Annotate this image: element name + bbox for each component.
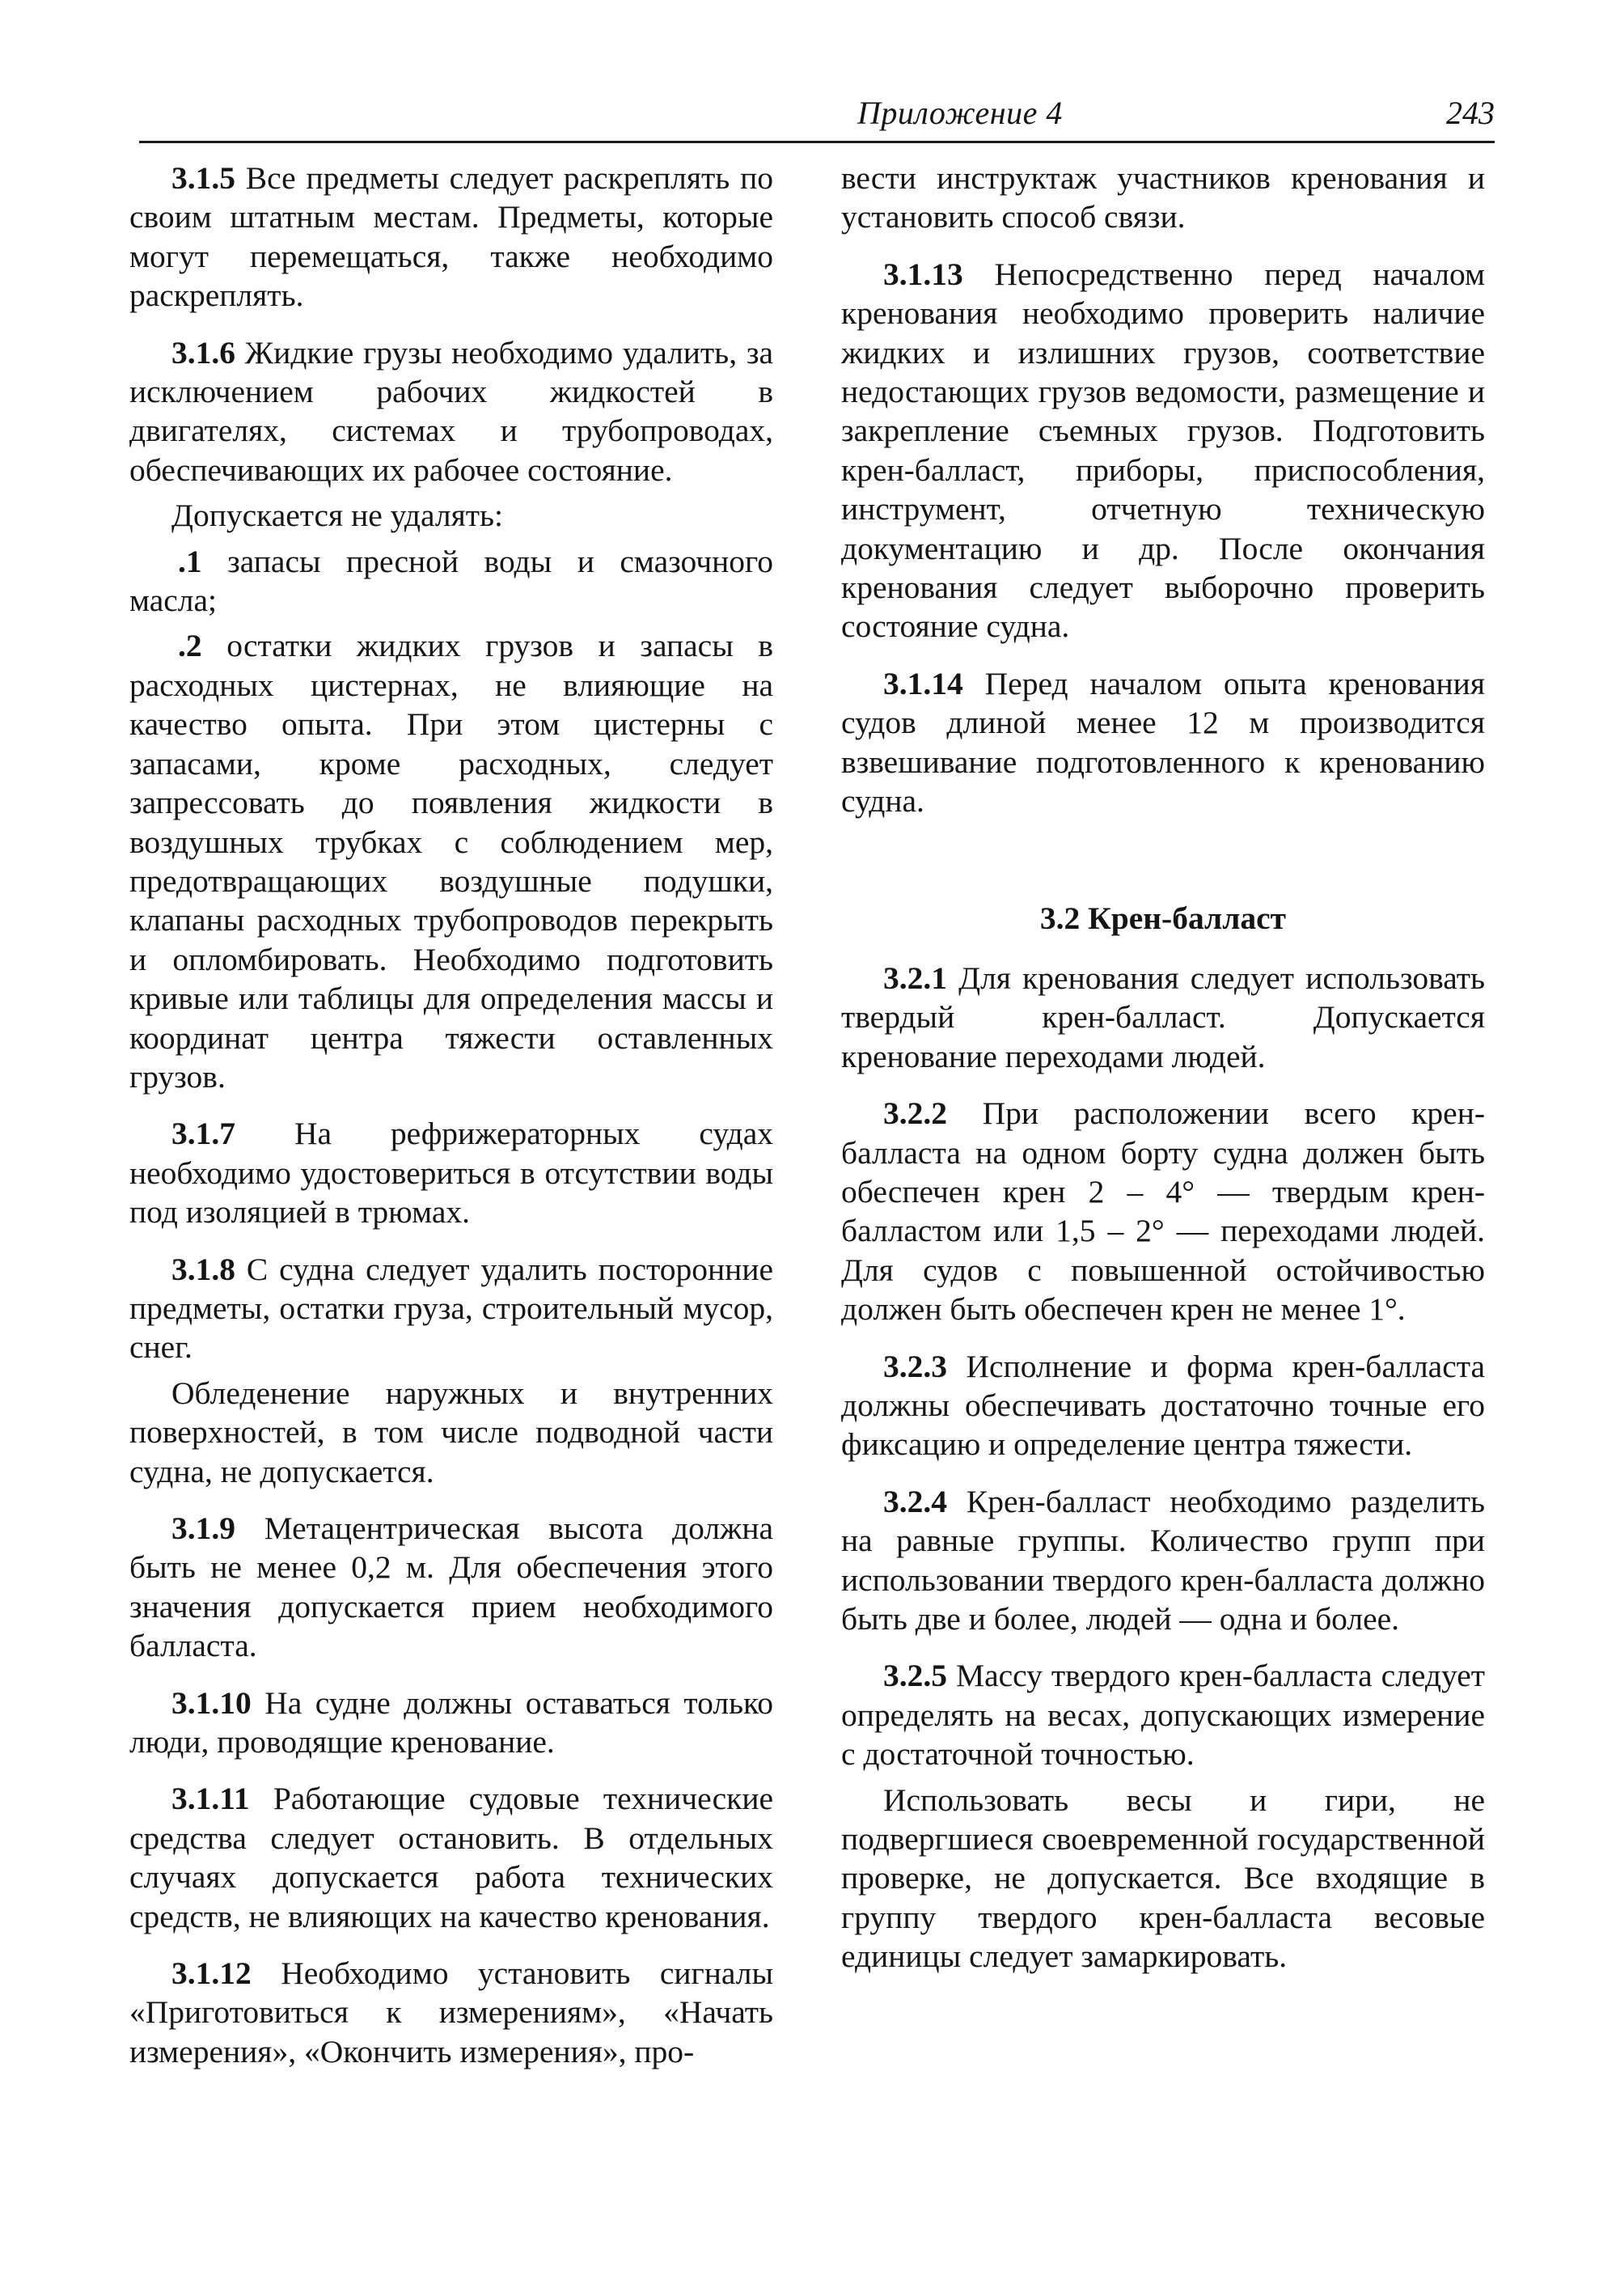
clause-number: 3.2.5 <box>883 1658 947 1694</box>
paragraph-3-1-5 <box>129 159 773 316</box>
paragraph-text: Допускается не удалять: <box>171 498 504 534</box>
section-heading: 3.2 Крен-балласт <box>1039 900 1287 936</box>
paragraph-text: вести инструктаж участников кренования и установить способ связи. <box>841 160 1485 235</box>
paragraph-text: Массу твердого крен-балласта следует определять на весах, допускающих измерение с достаточной точностью. <box>841 1658 1485 1773</box>
paragraph-text: Крен-балласт необходимо разделить на равные группы. Количество групп при использовании твердого крен-балласта должно быть две и более, людей — одна и более. <box>841 1483 1485 1637</box>
paragraph-3-2-2 <box>841 1094 1485 1328</box>
paragraph-text: Непосредственно перед началом кренования необходимо проверить наличие жидких и излишних грузов, соответствие недостающих грузов ведомости, размещение и закрепление съемных грузов. Подготовить крен-балласт, приборы, приспособления, инструмент, отчетную техническую документацию и др. После окончания кренования следует выборочно проверить состояние судна. <box>841 256 1485 645</box>
paragraph-3-1-7 <box>129 1114 773 1231</box>
clause-number: 3.1.14 <box>883 665 963 701</box>
paragraph-3-2-4 <box>841 1482 1485 1639</box>
paragraph-text: При расположении всего крен-балласта на одном борту судна должен быть обеспечен крен 2 – 4° — твердым крен-балластом или 1,5 – 2° — переходами людей. Для судов с повышенной остойчивостью должен быть обеспечен крен не менее 1°. <box>841 1095 1485 1328</box>
clause-number: 3.1.13 <box>883 256 963 292</box>
paragraph-text: На судне должны оставаться только люди, проводящие кренование. <box>129 1684 773 1760</box>
paragraph-3-1-13 <box>841 255 1485 646</box>
paragraph-scales <box>841 1781 1485 1976</box>
paragraph-3-2-5 <box>841 1656 1485 1773</box>
paragraph-text: Обледенение наружных и внутренних поверхностей, в том числе подводной части судна, не допускается. <box>129 1375 773 1489</box>
paragraph-continuation <box>841 159 1485 237</box>
paragraph-text: На рефрижераторных судах необходимо удостовериться в отсутствии воды под изоляцией в трюмах. <box>129 1116 773 1231</box>
paragraph-text: Метацентрическая высота должна быть не менее 0,2 м. Для обеспечения этого значения допускается прием необходимого балласта. <box>129 1510 773 1664</box>
paragraph-3-2-1 <box>841 959 1485 1076</box>
item-number: .1 <box>178 543 202 579</box>
paragraph-text: Для кренования следует использовать твердый крен-балласт. Допускается кренование переходами людей. <box>841 959 1485 1074</box>
paragraph-text: запасы пресной воды и смазочного масла; <box>129 543 774 619</box>
paragraph-3-1-10 <box>129 1684 773 1762</box>
clause-number: 3.2.1 <box>883 959 947 996</box>
clause-number: 3.1.10 <box>171 1684 252 1721</box>
clause-number: 3.1.12 <box>171 1955 252 1992</box>
left-column <box>129 159 773 2071</box>
clause-number: 3.2.2 <box>883 1095 947 1132</box>
page-header <box>139 91 1495 143</box>
paragraph-3-1-6 <box>129 333 773 490</box>
paragraph-text: Использовать весы и гири, не подвергшиеся своевременной государственной проверке, не допускается. Все входящие в группу твердого крен-балласта весовые единицы следует замаркировать. <box>841 1781 1485 1975</box>
paragraph-3-2-3 <box>841 1347 1485 1464</box>
list-item-2 <box>129 626 773 1096</box>
paragraph-text: Все предметы следует раскреплять по своим штатным местам. Предметы, которые могут перемещаться, также необходимо раскреплять. <box>129 160 773 314</box>
paragraph-3-1-9 <box>129 1509 773 1666</box>
clause-number: 3.1.6 <box>171 334 235 371</box>
paragraph-allowed-not-removed <box>129 496 773 535</box>
clause-number: 3.2.4 <box>883 1483 947 1519</box>
clause-number: 3.1.8 <box>171 1251 235 1287</box>
paragraph-text: Работающие судовые технические средства следует остановить. В отдельных случаях допускается работа технических средств, не влияющих на качество кренования. <box>129 1781 773 1934</box>
paragraph-3-1-8 <box>129 1250 773 1367</box>
clause-number: 3.1.11 <box>171 1781 250 1817</box>
paragraph-3-1-12 <box>129 1954 773 2071</box>
paragraph-icing <box>129 1374 773 1491</box>
clause-number: 3.1.7 <box>171 1116 235 1152</box>
paragraph-text: Необходимо установить сигналы «Приготовиться к измерениям», «Начать измерения», «Окончить измерения», про- <box>129 1955 773 2069</box>
page-number: 243 <box>1446 95 1495 131</box>
paragraph-3-1-14 <box>841 664 1485 821</box>
clause-number: 3.1.5 <box>171 160 235 196</box>
clause-number: 3.2.3 <box>883 1348 947 1384</box>
right-column <box>841 159 1485 1976</box>
running-title: Приложение 4 <box>857 95 1063 131</box>
paragraph-text: С судна следует удалить посторонние предметы, остатки груза, строительный мусор, снег. <box>129 1251 773 1366</box>
clause-number: 3.1.9 <box>171 1510 235 1546</box>
paragraph-text: Жидкие грузы необходимо удалить, за исключением рабочих жидкостей в двигателях, системах и трубопроводах, обеспечивающих их рабочее состояние. <box>129 334 773 488</box>
paragraph-text: остатки жидких грузов и запасы в расходных цистернах, не влияющие на качество опыта. При этом цистерны с запасами, кроме расходных, следует запрессовать до появления жидкости в воздушных трубках с соблюдением мер, предотвращающих воздушные подушки, клапаны расходных трубопроводов перекрыть и опломбировать. Необходимо подготовить кривые или таблицы для определения массы и координат центра тяжести оставленных грузов. <box>129 628 773 1095</box>
paragraph-text: Исполнение и форма крен-балласта должны обеспечивать достаточно точные его фиксацию и определение центра тяжести. <box>841 1348 1486 1463</box>
paragraph-3-1-11 <box>129 1779 773 1936</box>
item-number: .2 <box>178 628 202 664</box>
list-item-1 <box>129 542 773 621</box>
paragraph-text: Перед началом опыта кренования судов длиной менее 12 м производится взвешивание подготовленного к кренованию судна. <box>841 665 1485 820</box>
